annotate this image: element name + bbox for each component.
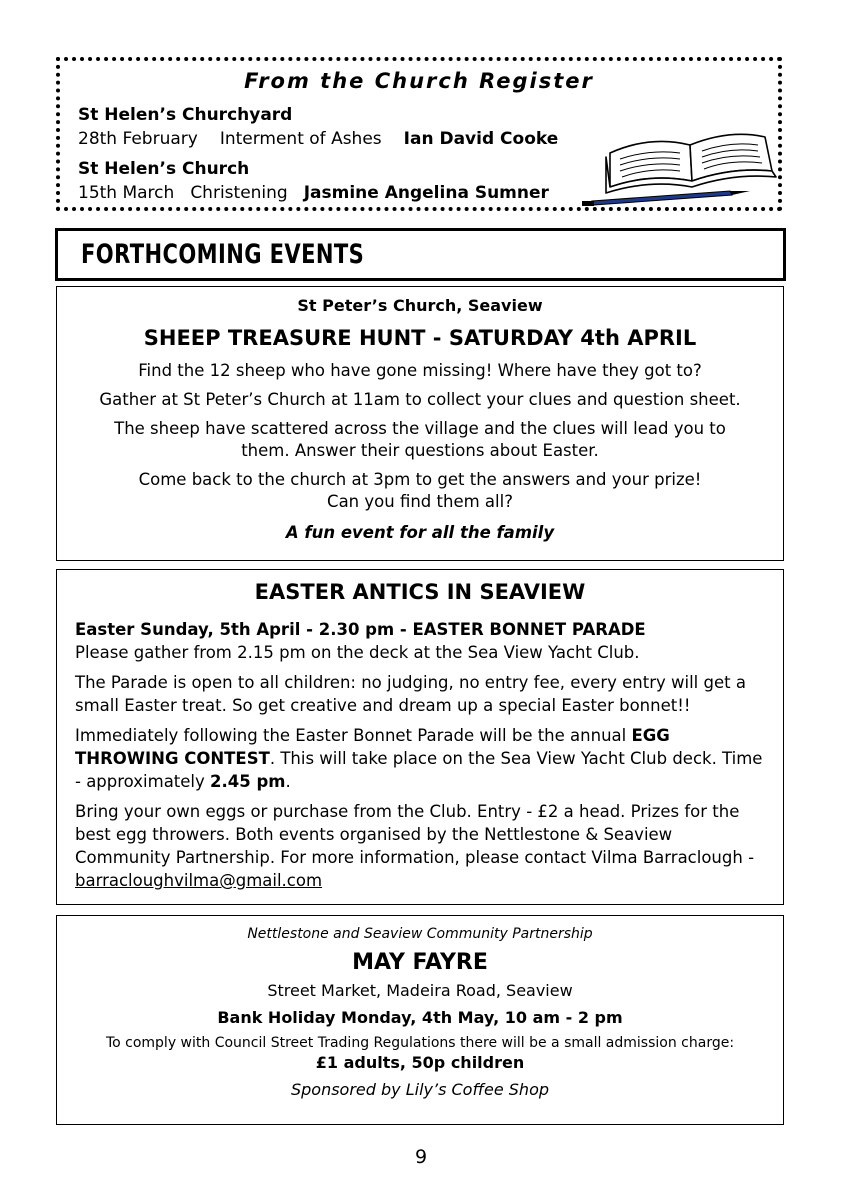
entry-date: 28th February	[78, 129, 198, 149]
page-number: 9	[414, 1146, 428, 1168]
churchyard-heading: St Helen’s Churchyard	[78, 105, 293, 125]
email-link[interactable]: barracloughvilma@gmail.com	[75, 871, 323, 890]
register-title: From the Church Register	[244, 69, 594, 93]
hunt-location: St Peter’s Church, Seaview	[297, 296, 543, 315]
entry-type: Christening	[190, 183, 288, 203]
fayre-organiser: Nettlestone and Seaview Community Partnership	[247, 926, 593, 942]
easter-antics-box	[56, 569, 784, 905]
hunt-para-1: Find the 12 sheep who have gone missing! Where have they got to?	[138, 361, 702, 380]
church-heading: St Helen’s Church	[78, 159, 250, 179]
hunt-para-4: Come back to the church at 3pm to get the answers and your prize! Can you find them all?	[138, 470, 702, 511]
fayre-title: MAY FAYRE	[352, 950, 488, 975]
entry-type: Interment of Ashes	[219, 129, 382, 149]
antics-egg-contest: Immediately following the Easter Bonnet Parade will be the annual EGG THROWING CONTEST. This will take place on the Sea View Yacht Club deck. Time - approximately 2.45 pm.	[75, 726, 763, 791]
entry-name: Ian David Cooke	[403, 129, 559, 149]
churchyard-entry	[78, 129, 558, 149]
fayre-prices: £1 adults, 50p children	[315, 1053, 525, 1072]
antics-parade: The Parade is open to all children: no judging, no entry fee, every entry will get a small Easter treat. So get creative and dream up a special Easter bonnet!!	[75, 673, 746, 715]
antics-title: EASTER ANTICS IN SEAVIEW	[254, 580, 586, 604]
forthcoming-events-header	[55, 228, 786, 281]
fayre-sponsor: Sponsored by Lily’s Coffee Shop	[290, 1080, 550, 1099]
may-fayre-box	[56, 915, 784, 1125]
events-title: FORTHCOMING EVENTS	[81, 239, 365, 270]
hunt-title: SHEEP TREASURE HUNT - SATURDAY 4th APRIL	[143, 326, 697, 350]
hunt-para-3: The sheep have scattered across the village and the clues will lead you to them. Answer their questions about Easter.	[114, 419, 726, 460]
fayre-venue: Street Market, Madeira Road, Seaview	[267, 981, 573, 1000]
antics-bring-eggs: Bring your own eggs or purchase from the Club. Entry - £2 a head. Prizes for the best egg throwers. Both events organised by the Nettlestone & Seaview Community Partnership. For more information, please contact Vilma Barraclough - barracloughvilma@gmail.com	[75, 802, 755, 890]
church-entry	[78, 183, 549, 203]
church-register-box	[56, 57, 782, 211]
fayre-date: Bank Holiday Monday, 4th May, 10 am - 2 pm	[217, 1008, 623, 1027]
fayre-notice: To comply with Council Street Trading Regulations there will be a small admission charge:	[105, 1035, 735, 1051]
hunt-tagline: A fun event for all the family	[285, 523, 555, 542]
entry-name: Jasmine Angelina Sumner	[303, 183, 549, 203]
open-book-illustration	[580, 123, 785, 211]
hunt-para-2: Gather at St Peter’s Church at 11am to collect your clues and question sheet.	[99, 390, 741, 409]
antics-subhead: Easter Sunday, 5th April - 2.30 pm - EASTER BONNET PARADE Please gather from 2.15 pm on the deck at the Sea View Yacht Club.	[75, 620, 646, 662]
sheep-treasure-hunt-box	[56, 286, 784, 561]
entry-date: 15th March	[78, 183, 175, 203]
